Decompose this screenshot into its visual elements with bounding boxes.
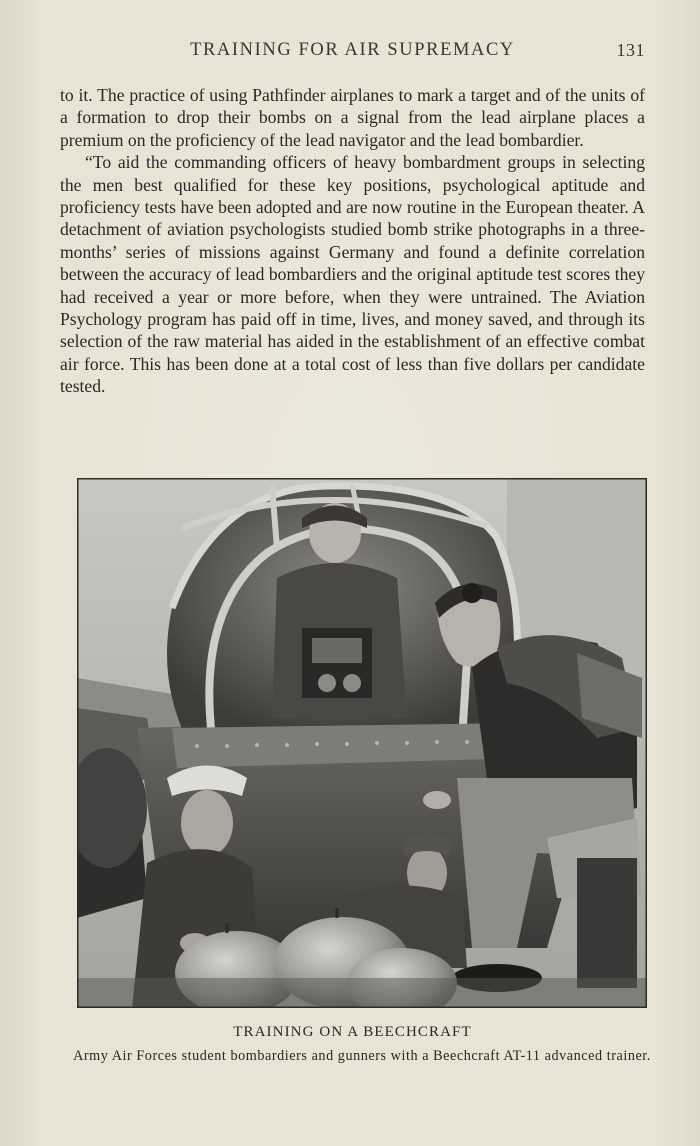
beechcraft-photograph [77, 478, 647, 1008]
body-text [60, 84, 645, 398]
figure-title: TRAINING ON A BEECHCRAFT [233, 1024, 472, 1040]
page-number: 131 [616, 40, 645, 60]
paragraph-quotation: “To aid the commanding officers of heavy bombardment groups in selecting the men best qualified for these key positions, psychological aptitude and proficiency tests have been adopted and are now routine in the European theater. A detachment of aviation psychologists studied bomb strike photographs in a three-months’ series of missions against Germany and found a definite correlation between the accuracy of lead bombardiers and the original aptitude test scores they had received a year or more before, when they were untrained. The Aviation Psychology program has paid off in time, lives, and money saved, and through its selection of the raw material has aided in the establishment of an effective combat air force. This has been done at a total cost of less than five dollars per candidate tested. [60, 152, 645, 397]
figure-caption: Army Air Forces student bombardiers and gunners with a Beechcraft AT-11 advanced trainer. [73, 1048, 651, 1064]
paragraph-continued: to it. The practice of using Pathfinder airplanes to mark a target and of the units of a formation to drop their bombs on a signal from the lead airplane places a premium on the proficiency of the lead navigator and the lead bombardier. [60, 85, 645, 150]
running-head [60, 40, 645, 68]
running-title: TRAINING FOR AIR SUPREMACY [190, 40, 515, 60]
